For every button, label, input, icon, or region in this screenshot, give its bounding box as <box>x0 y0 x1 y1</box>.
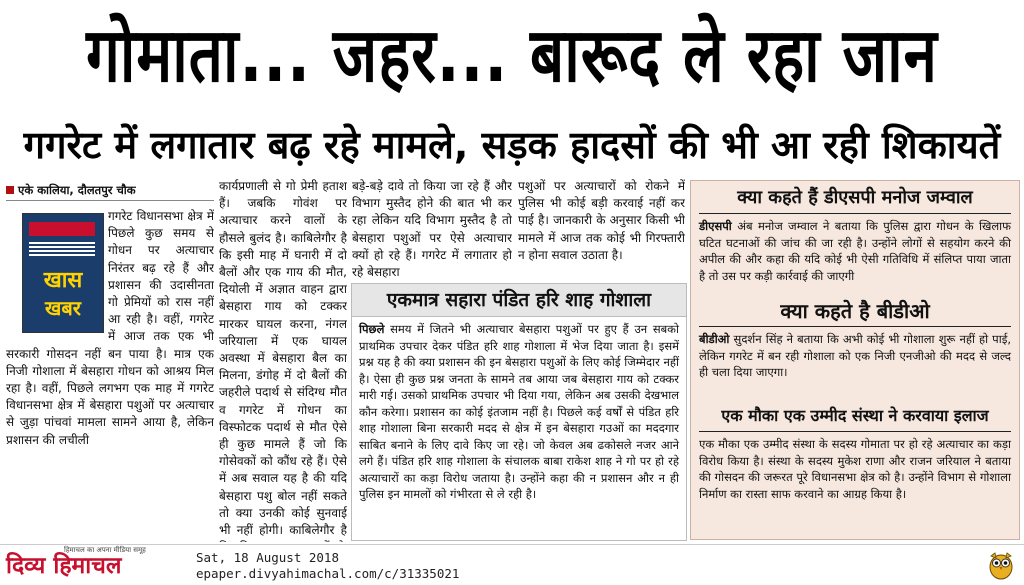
column-1-text: गगरेट विधानसभा क्षेत्र में पिछले कुछ समय से गोधन पर अत्याचार निरंतर बढ़ रहे हैं और प्रशासन की उदासीनता गो प्रेमियों को रास नहीं आ रही है। वहीं, गगरेट में आज तक एक भी सरकारी गोसदन नहीं बन पाया है। मात्र एक निजी गोशाला में बेसहारा गोधन को आश्रय मिल रहा है। वहीं, पिछले लगभग एक माह में गगरेट विधानसभा क्षेत्र में बेसहारा पशुओं पर अत्याचार से जुड़ा पांचवां मामला सामने आया है, लेकिन प्रशासन की लचीली <box>6 209 214 447</box>
bdo-text <box>691 327 1019 387</box>
goshala-box <box>351 283 687 541</box>
goshala-box-text: समय में जितने भी अत्याचार बेसहारा पशुओं पर हुए हैं उन सबको प्राथमिक उपचार देकर पंडित हरि शाह गोशाला में भेज दिया जाता है। इसमें प्रश्न यह है की क्या प्रशासन की इन बेसहारा पशुओं के लिए कोई जिम्मेदार नहीं है। ऐसा ही कुछ प्रश्न जनता के सामने तब आया जब बेसहारा गाय को टक्कर मारी गई। उसको प्राथमिक उपचार भी दिया गया, लेकिन अब उसकी देखभाल कौन करेगा। प्रशासन का कोई इंतजाम नहीं है। पिछले कई वर्षों से पंडित हरि शाह गोशाला बिना सरकारी मदद से क्षेत्र में इन बेसहारा गउओं का मददगार साबित बनाने के लिए दावे किए जा रहे। जो केवल अब ढकोसले नजर आने लगे हैं। पंडित हरि शाह गोशाला के संचालक बाबा राकेश शाह ने गो पर हो रहे अत्याचारों का कड़ा विरोध जताया है। उन्होंने कहा की न प्रशासन और न ही पुलिस इन मामलों को गंभीरता से ले रही है। <box>359 322 679 501</box>
page-subheadline: गगरेट में लगातार बढ़ रहे मामले, सड़क हादसों की भी आ रही शिकायतें <box>23 123 1001 167</box>
bdo-body: सुदर्शन सिंह ने बताया कि अभी कोई भी गोशाला शुरू नहीं हो पाई, लेकिन गगरेट में बन रही गोशाला को एक निजी एनजीओ की मदद से जल्द ही चला दिया जाएगा। <box>699 332 1011 379</box>
column-3-text: बड़े-बड़े दावे तो किया जा रहे हैं और विभाग मुस्तैद होने की बात भी कर रहा लेकिन यदि विभाग मुस्तैद है तो बेसहारा पशुओं पर ऐसे अत्याचार क्यों हो रहे हैं। गगरेट में लगातार हो रहे बेसहारा <box>352 179 512 280</box>
column-2-text: कार्यप्रणाली से गो प्रेमी हताश हैं। जबकि गोवंश पर अत्याचार करने वालों के हौसले बुलंद है। काबिलेगौर है कि इसी माह में घनारी में दो बैलों और एक गाय की मौत, दियोली में अज्ञात वाहन द्वारा बेसहारा गाय को टक्कर मारकर घायल करना, नंगल जरियाला में एक घायल अवस्था में बेसहारा बैल का मिलना, डंगोह में दो बैलों की जहरीले पदार्थ से संदिग्ध मौत व गगरेट में गोधन का विस्फोटक पदार्थ से मौत ऐसे ही कुछ मामले हैं जो कि गोसेवकों को कौंध रहे हैं। ऐसे में अब सवाल यह है की यदि बेसहारा पशु बोल नहीं सकते तो क्या उनकी कोई सुनवाई भी नहीं होगी। काबिलेगौर है <box>219 179 347 538</box>
owl-icon <box>988 550 1014 580</box>
brand-logo: दिव्य हिमाचल <box>6 552 122 579</box>
edition-date: Sat, 18 August 2018 <box>196 550 339 565</box>
right-sidebar <box>690 180 1020 540</box>
epaper-url[interactable]: epaper.divyahimachal.com/c/31335021 <box>196 566 460 581</box>
byline <box>6 180 214 201</box>
dsp-text <box>691 214 1019 286</box>
article-column-3 <box>352 178 512 282</box>
byline-text: एके कालिया, दौलतपुर चौक <box>18 183 136 197</box>
dsp-body: अंब मनोज जम्वाल ने बताया कि पुलिस द्वारा गोधन के खिलाफ घटित घटनाओं की जांच की जा रही है। उन्होंने लोगों से सहयोग करने की अपील की और कहा की यदि कोई भी ऐसी गतिविधि में संलिप्त पाया जाता है तो उस पर कड़ी कार्रवाई की जाएगी <box>699 219 1011 283</box>
goshala-box-heading: एकमात्र सहारा पंडित हरि शाह गोशाला <box>352 284 686 317</box>
dsp-heading: क्या कहते हैं डीएसपी मनोज जम्वाल <box>737 187 973 208</box>
column-4-text: पशुओं पर अत्याचारों को रोकने में पुलिस भी कोई बड़ी करवाई नहीं कर पाई है। जानकारी के अनुसार किसी भी मामले में आज तक कोई भी गिरफ्तारी न होना सवाल उठाता है। <box>518 179 685 262</box>
bdo-heading: क्या कहते है बीडीओ <box>780 299 930 323</box>
ngo-text: एक मौका एक उम्मीद संस्था के सदस्य गोमाता पर हो रहे अत्याचार का कड़ा विरोध किया है। संस्था के सदस्य मुकेश राणा और राजन जरियाल ने बताया की गोसदन की जरूरत पूरे विधानसभा क्षेत्र को है। उन्होंने विभाग से गोशाला निर्माण का रास्ता साफ करवाने का आग्रह किया है। <box>699 437 1011 501</box>
logo-line2: खबर <box>45 296 81 320</box>
bdo-lead: बीडीओ <box>699 332 730 346</box>
article-column-4 <box>518 178 685 282</box>
article-column-1 <box>6 208 214 542</box>
footer-bar <box>0 544 1024 585</box>
dsp-lead: डीएसपी <box>699 219 732 233</box>
goshala-box-lead: पिछले <box>359 322 385 336</box>
page-headline: गोमाता... जहर... बारूद ले रहा जान <box>86 12 938 100</box>
goshala-box-body <box>352 317 686 507</box>
square-bullet-icon <box>6 186 14 194</box>
logo-line1: खास <box>43 268 83 293</box>
ngo-heading: एक मौका एक उम्मीद संस्था ने करवाया इलाज <box>721 406 989 425</box>
brand-tagline: हिमाचल का अपना मीडिया समूह <box>64 546 146 554</box>
logo-float-spacer <box>6 208 108 332</box>
article-column-2 <box>219 178 347 542</box>
